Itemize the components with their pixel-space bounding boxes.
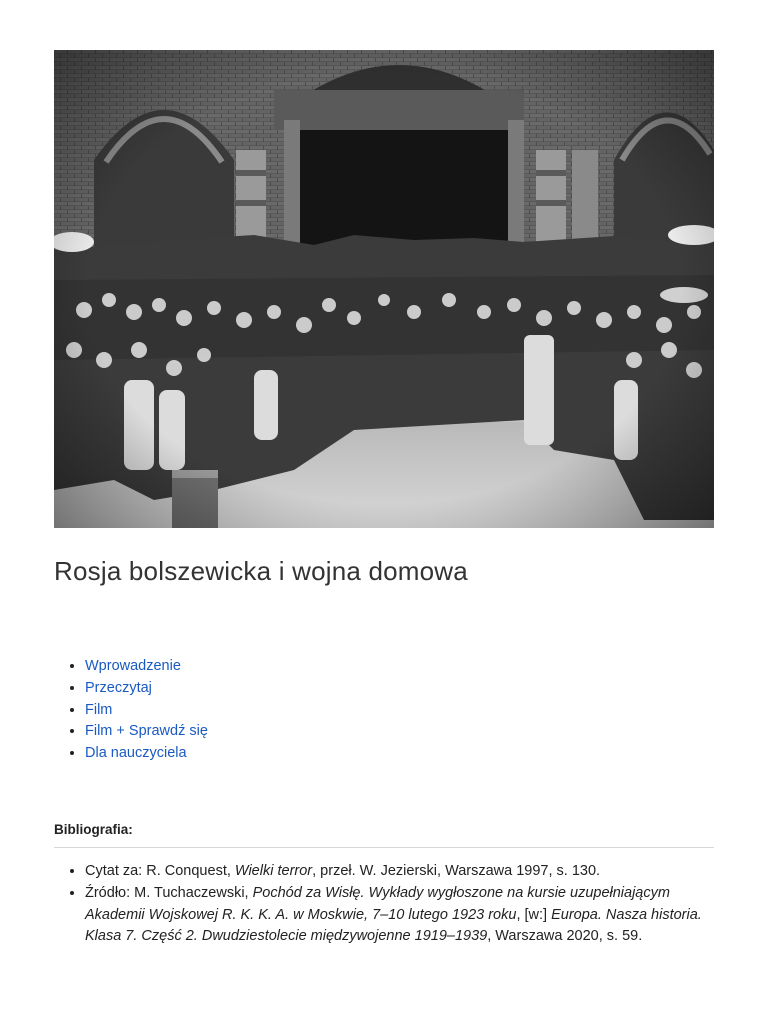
citation-text: , [w:]: [516, 906, 552, 923]
citation-text: Cytat za: R. Conquest,: [85, 863, 235, 879]
nav-item: [85, 743, 208, 765]
bibliography-heading: Bibliografia:: [54, 822, 133, 837]
nav-link-wprowadzenie[interactable]: Wprowadzenie: [85, 658, 181, 674]
page-title: Rosja bolszewicka i wojna domowa: [54, 556, 468, 586]
citation-source-title: Europa. Nasza historia. Klasa 7. Część 2. Dwudziestolecie międzywojenne 1919–1939: [85, 906, 702, 945]
lesson-nav: [54, 656, 208, 765]
nav-link-film[interactable]: Film: [85, 701, 113, 718]
bibliography-list: [54, 861, 725, 948]
citation-text: Źródło: M. Tuchaczewski,: [85, 884, 253, 901]
citation-title: Wielki terror: [234, 863, 313, 879]
nav-item: [85, 656, 208, 678]
citation-text: , przeł. W. Jezierski, Warszawa 1997, s. 130.: [312, 863, 601, 879]
nav-link-film-sprawdz-sie[interactable]: Film + Sprawdź się: [85, 723, 208, 740]
nav-item: [85, 678, 208, 700]
church-crowd-photo: [54, 50, 714, 528]
nav-item: [85, 700, 208, 722]
citation-text: , Warszawa 2020, s. 59.: [487, 928, 643, 945]
bibliography-item: [85, 861, 725, 883]
hero-photo: [54, 50, 714, 528]
divider: [54, 847, 714, 848]
nav-item: [85, 721, 208, 743]
nav-link-dla-nauczyciela[interactable]: Dla nauczyciela: [85, 745, 187, 762]
citation-title: Pochód za Wisłę. Wykłady wygłoszone na kursie uzupełniającym Akademii Wojskowej R. K. K. A. w Moskwie, 7–10 lutego 1923 roku: [85, 884, 670, 923]
nav-link-przeczytaj[interactable]: Przeczytaj: [85, 679, 152, 696]
bibliography-item: [85, 883, 725, 948]
